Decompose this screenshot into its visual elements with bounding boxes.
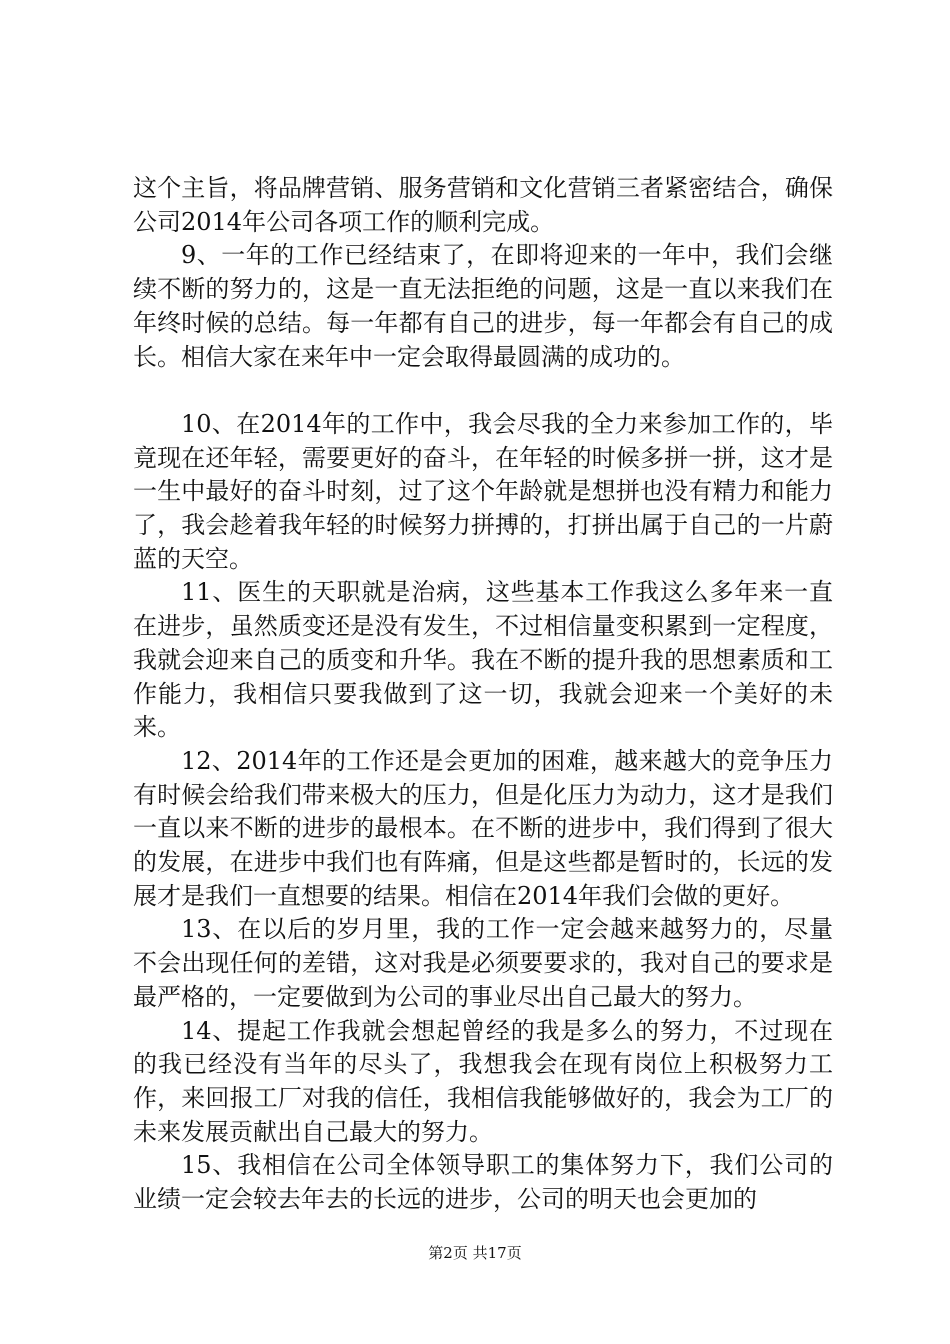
document-body <box>133 172 833 1217</box>
paragraph-spacer <box>133 374 833 408</box>
paragraph-14: 14、提起工作我就会想起曾经的我是多么的努力，不过现在的我已经没有当年的尽头了，我想我会在现有岗位上积极努力工作，来回报工厂对我的信任，我相信我能够做好的，我会为工厂的未来发展贡献出自己最大的努力。 <box>133 1016 833 1146</box>
paragraph-12: 12、2014年的工作还是会更加的困难，越来越大的竞争压力有时候会给我们带来极大的压力，但是化压力为动力，这才是我们一直以来不断的进步的最根本。在不断的进步中，我们得到了很大的发展，在进步中我们也有阵痛，但是这些都是暂时的，长远的发展才是我们一直想要的结果。相信在2014年我们会做的更好。 <box>133 746 833 910</box>
paragraph-15: 15、我相信在公司全体领导职工的集体努力下，我们公司的业绩一定会较去年去的长远的进步，公司的明天也会更加的 <box>133 1151 833 1214</box>
paragraph-10: 10、在2014年的工作中，我会尽我的全力来参加工作的，毕竟现在还年轻，需要更好的奋斗，在年轻的时候多拼一拼，这才是一生中最好的奋斗时刻，过了这个年龄就是想拼也没有精力和能力了，我会趁着我年轻的时候努力拼搏的，打拼出属于自己的一片蔚蓝的天空。 <box>133 409 833 573</box>
paragraph-continuation: 这个主旨，将品牌营销、服务营销和文化营销三者紧密结合，确保公司2014年公司各项工作的顺利完成。 <box>133 174 833 236</box>
paragraph-13: 13、在以后的岁月里，我的工作一定会越来越努力的，尽量不会出现任何的差错，这对我是必须要要求的，我对自己的要求是最严格的，一定要做到为公司的事业尽出自己最大的努力。 <box>133 915 833 1011</box>
paragraph-11: 11、医生的天职就是治病，这些基本工作我这么多年来一直在进步，虽然质变还是没有发生，不过相信量变积累到一定程度，我就会迎来自己的质变和升华。我在不断的提升我的思想素质和工作能力，我相信只要我做到了这一切，我就会迎来一个美好的未来。 <box>133 578 833 742</box>
page-number-footer: 第2页 共17页 <box>428 1244 522 1262</box>
paragraph-9: 9、一年的工作已经结束了，在即将迎来的一年中，我们会继续不断的努力的，这是一直无法拒绝的问题，这是一直以来我们在年终时候的总结。每一年都有自己的进步，每一年都会有自己的成长。相信大家在来年中一定会取得最圆满的成功的。 <box>133 241 833 371</box>
